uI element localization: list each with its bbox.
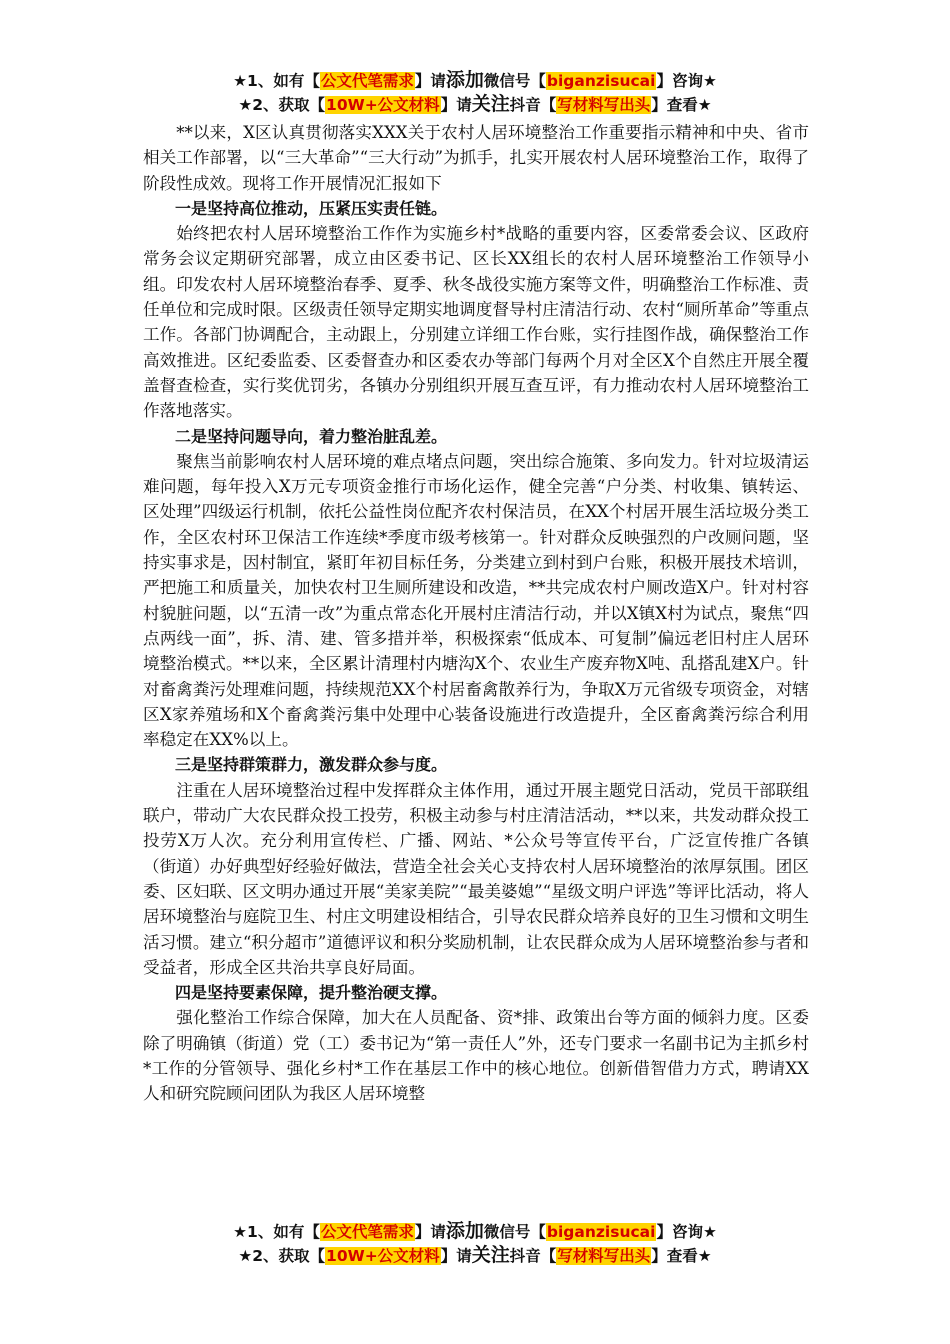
highlight-text: biganzisucai [546, 1223, 656, 1241]
promo-line-1: ★1、如有【公文代笔需求】请添加微信号【biganzisucai】咨询★ [233, 69, 717, 91]
section-paragraph-3: 注重在人居环境整治过程中发挥群众主体作用，通过开展主题党日活动，党员干部联组联户，带动广大农民群众投工投劳，积极主动参与村庄清洁活动，**以来，共发动群众投工投劳X万人次。充分利用宣传栏、广播、网站、*公众号等宣传平台，广泛宣传推广各镇（街道）办好典型好经验好做法，营造全社会关心支持农村人居环境整治的浓厚氛围。团区委、区妇联、区文明办通过开展“美家美院”“最美婆媳”“星级文明户评选”等评比活动，将人居环境整治与庭院卫生、村庄文明建设相结合，引导农民群众培养良好的卫生习惯和文明生活习惯。建立“积分超市”道德评议和积分奖励机制，让农民群众成为人居环境整治参与者和受益者，形成全区共治共享良好局面。 [143, 780, 809, 977]
highlight-text: 写材料写出头 [557, 96, 651, 114]
promo-line-1: ★1、如有【公文代笔需求】请添加微信号【biganzisucai】咨询★ [233, 1220, 717, 1242]
bottom-promo-banner [0, 1219, 950, 1267]
highlight-text: biganzisucai [546, 72, 656, 90]
highlight-text: 写材料写出头 [557, 1247, 651, 1265]
section-heading-1: 一是坚持高位推动，压紧压实责任链。 [175, 198, 448, 218]
highlight-text: 公文代笔需求 [320, 72, 414, 90]
document-body [143, 120, 809, 1107]
section-paragraph-4: 强化整治工作综合保障，加大在人员配备、资*排、政策出台等方面的倾斜力度。区委除了明确镇（街道）党（工）委书记为“第一责任人”外，还专门要求一名副书记为主抓乡村*工作的分管领导、强化乡村*工作在基层工作中的核心地位。创新借智借力方式，聘请XX人和研究院顾问团队为我区人居环境整 [143, 1008, 809, 1104]
section-heading-2: 二是坚持问题导向，着力整治脏乱差。 [175, 426, 448, 446]
intro-paragraph: **以来，X区认真贯彻落实XXX关于农村人居环境整治工作重要指示精神和中央、省市相关工作部署，以“三大革命”“三大行动”为抓手，扎实开展农村人居环境整治工作，取得了阶段性成效。现将工作开展情况汇报如下 [143, 123, 809, 193]
section-heading-3: 三是坚持群策群力，激发群众参与度。 [175, 755, 448, 775]
highlight-text: 10W+公文材料 [326, 96, 440, 114]
top-promo-banner [0, 68, 950, 116]
promo-line-2: ★2、获取【10W+公文材料】请关注抖音【写材料写出头】查看★ [238, 93, 712, 115]
section-heading-4: 四是坚持要素保障，提升整治硬支撑。 [175, 983, 448, 1003]
promo-line-2: ★2、获取【10W+公文材料】请关注抖音【写材料写出头】查看★ [238, 1244, 712, 1266]
section-paragraph-2: 聚焦当前影响农村人居环境的难点堵点问题，突出综合施策、多向发力。针对垃圾清运难问题，每年投入X万元专项资金推行市场化运作，健全完善“户分类、村收集、镇转运、区处理”四级运行机制，依托公益性岗位配齐农村保洁员，在XX个村居开展生活垃圾分类工作，全区农村环卫保洁工作连续*季度市级考核第一。针对群众反映强烈的户改厕问题，坚持实事求是，因村制宜，紧盯年初目标任务，分类建立到村到户台账，积极开展技术培训，严把施工和质量关，加快农村卫生厕所建设和改造，**共完成农村户厕改造X户。针对村容村貌脏问题，以“五清一改”为重点常态化开展村庄清洁行动，并以X镇X村为试点，聚焦“四点两线一面”，拆、清、建、管多措并举，积极探索“低成本、可复制”偏远老旧村庄人居环境整治模式。**以来，全区累计清理村内塘沟X个、农业生产废弃物X吨、乱搭乱建X户。针对畜禽粪污处理难问题，持续规范XX个村居畜禽散养行为，争取X万元省级专项资金，对辖区X家养殖场和X个畜禽粪污集中处理中心装备设施进行改造提升，全区畜禽粪污综合利用率稳定在XX%以上。 [143, 451, 810, 750]
highlight-text: 10W+公文材料 [326, 1247, 440, 1265]
section-paragraph-1: 始终把农村人居环境整治工作作为实施乡村*战略的重要内容，区委常委会议、区政府常务会议定期研究部署，成立由区委书记、区长XX组长的农村人居环境整治工作领导小组。印发农村人居环境整治春季、夏季、秋冬战役实施方案等文件，明确整治工作标准、责任单位和完成时限。区级责任领导定期实地调度督导村庄清洁行动、农村“厕所革命”等重点工作。各部门协调配合，主动跟上，分别建立详细工作台账，实行挂图作战，确保整治工作高效推进。区纪委监委、区委督查办和区委农办等部门每两个月对全区X个自然庄开展全覆盖督查检查，实行奖优罚劣，各镇办分别组织开展互查互评，有力推动农村人居环境整治工作落地落实。 [143, 224, 809, 421]
highlight-text: 公文代笔需求 [320, 1223, 414, 1241]
